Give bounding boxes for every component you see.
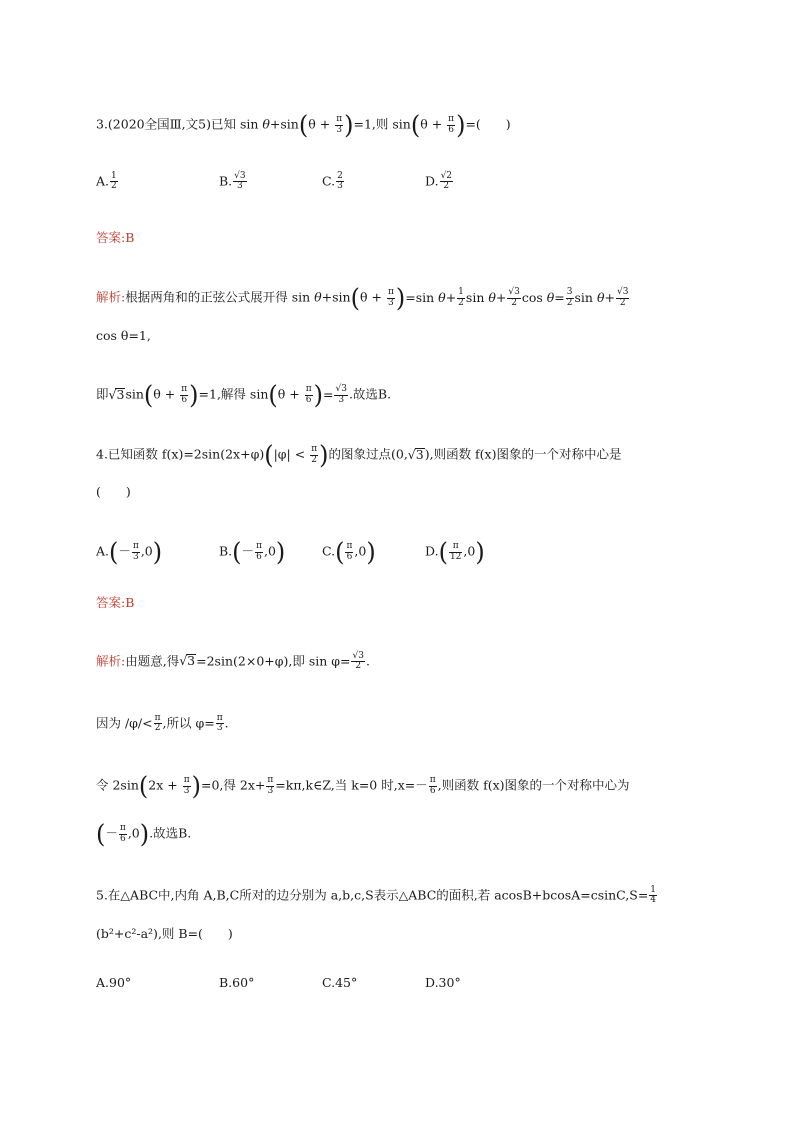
q3-option-c [322,172,345,192]
sqrt3: √3 [407,446,424,462]
q3-theta-plus-2: θ + [420,116,447,132]
frac-den: 6 [256,551,262,562]
stem-end: ),则函数 f(x)图象的一个对称中心是 [424,446,622,462]
option-sign: － [118,543,131,559]
q5-stem-pre: 5.在△ABC中,内角 A,B,C所对的边分别为 a,b,c,S表示△ABC的面积,若 acosB+bcosA=csinC,S= [96,887,649,903]
frac-pi6: $\frac{\pi}{6}$ [119,823,126,844]
sqrt3: √3 [108,386,125,402]
paren-right: ) [395,283,406,313]
option-label: D. [425,173,439,189]
analysis-text: 由题意,得 [125,653,180,669]
frac-den: 2 [111,181,117,192]
frac-pi3-2: $\frac{\pi}{3}$ [267,775,274,796]
sqrt3: √3 [179,653,196,669]
paren-right: ) [275,537,286,567]
q3-analysis [96,283,630,313]
line3-a: 2x + [148,777,182,793]
option-frac [336,172,344,192]
frac-den: 3 [237,181,243,192]
q5-option-a: A.90° [96,975,132,990]
paren-left: ( [298,110,309,140]
result-frac: = $\frac{√3}{3}$ [323,384,347,405]
frac-num: π [449,542,462,552]
frac-num: π [256,541,262,552]
option-frac [255,542,263,562]
q4-stem-text: 4.已知函数 f(x)=2sin(2x+φ) [96,446,265,462]
paren-left: ( [232,537,242,567]
q5-stem [96,886,658,906]
option-frac [110,172,118,192]
option-label: B. [219,173,233,189]
frac-num: 1 [111,171,117,181]
q3-theta-plus: θ + [308,116,335,132]
paren-right: ) [456,110,466,140]
paren-left: ( [410,110,421,140]
paren-right: ) [366,537,376,567]
q5-option-b: B.60° [219,975,255,990]
theta-plus-2: θ + [277,386,304,402]
paren-left: ( [96,819,106,849]
frac-den: 6 [305,394,312,405]
paren-left: ( [438,537,448,567]
paren-left: ( [335,537,345,567]
paren-right: ) [152,537,163,567]
option-label: C. [322,173,336,189]
option-sign: － [241,543,255,559]
line3-b: =0,得 2x+ [201,777,266,793]
q4-option-a: A.(－ $\frac{\pi}{3}$ ,0) [96,537,163,567]
analysis-label: 解析: [96,653,126,669]
q3-option-b [219,172,248,192]
frac-num: π [181,384,188,395]
q4-stem [96,440,622,470]
q4-analysis-line2: 因为 /φ/< $\frac{\pi}{2}$ ,所以 φ= $\frac{\pi}{3}$ . [96,713,229,734]
paren-right: ) [344,110,354,140]
frac-num: 2 [337,171,343,181]
frac-pi6: $\frac{\pi}{6}$ [429,775,436,796]
q3-theta: θ [262,116,270,132]
frac-den: 6 [181,394,188,405]
q4-analysis: 解析:由题意,得√3=2sin(2×0+φ),即 sin φ= $\frac{√3}{2}$ . [96,651,370,672]
frac-num: π [336,114,343,125]
stem-post: 的图象过点(0, [328,446,408,462]
line2-pre: 因为 /φ/< [96,715,153,731]
frac-den: 2 [443,181,450,192]
frac-den: 3 [388,297,394,308]
theta-plus: θ + [359,289,386,305]
theta: θ [314,289,322,305]
paren-left: ( [143,380,154,410]
q3-frac-pi6 [447,115,455,135]
option-label: A. [96,543,110,559]
paren-left: ( [264,440,274,470]
abs-phi: |φ| < [273,446,310,462]
analysis-label: 解析: [96,289,126,305]
line3-mid: sin [125,386,144,402]
frac-num: π [132,541,139,552]
q4-answer: 答案:B [96,595,135,610]
frac-den: 12 [449,551,462,562]
q3-stem-prefix: 3.(2020全国Ⅲ,文5)已知 sin [96,116,263,132]
q5-stem-line2: (b²+c²-a²),则 B=( ) [96,926,233,941]
paren-right: ) [475,537,485,567]
paren-left: ( [109,537,119,567]
option-frac [233,172,246,192]
q3-answer-paren: =( ) [465,116,511,132]
plus-sin: +sin [321,289,351,305]
option-label: D. [425,543,439,559]
frac-den: 3 [133,551,139,562]
line3-end: .故选B. [348,386,392,402]
q3-answer: 答案:B [96,230,135,245]
paren-left: ( [268,380,278,410]
frac-pi2: $\frac{\pi}{2}$ [311,444,318,465]
q3-eq1: =1,则 sin [353,116,411,132]
frac-pi3 [387,288,395,308]
frac-pi2: $\frac{\pi}{2}$ [154,713,161,734]
analysis-text: 根据两角和的正弦公式展开得 sin [125,289,315,305]
q4-analysis-line4: (－ $\frac{\pi}{6}$ ,0).故选B. [96,819,192,849]
line3-post: =1,解得 sin [198,386,269,402]
line3-pre: 令 2sin [96,777,139,793]
paren-right: ) [139,819,150,849]
paren-left: ( [350,283,360,313]
frac-num: π [305,384,312,395]
line2-post: ,所以 φ= [162,715,215,731]
paren-left: ( [138,771,149,801]
frac-sqrt3-2: $\frac{√3}{2}$ [352,651,364,672]
q5-option-d: D.30° [425,975,461,990]
frac-1-4: $\frac{1}{4}$ [650,885,657,906]
analysis-mid: =2sin(2×0+φ),即 sin φ= [196,653,351,669]
option-frac [440,172,453,192]
frac-num: √3 [234,171,246,181]
frac-den: 6 [346,551,353,562]
q3-stem [96,110,511,140]
line3-c: =kπ,k∈Z,当 k=0 时,x= [275,777,416,793]
option-label: A. [96,173,110,189]
option-frac [132,542,140,562]
q5-option-c: C.45° [322,975,358,990]
q4-option-c: C.( $\frac{\pi}{6}$ ,0) [322,537,376,567]
q3-option-d [425,172,454,192]
q3-option-a [96,172,119,192]
q3-analysis-line3 [96,380,392,410]
q4-option-d: D.( $\frac{\pi}{12}$ ,0) [425,537,485,567]
expanded-terms: =sin θ+ $\frac{1}{2}$ sin θ+ $\frac{√3}{2}$ cos θ= $\frac{3}{2}$ sin θ+ $\frac{√3}{2}$ [405,287,629,308]
frac-pi6 [180,385,188,405]
frac-den: 6 [448,124,454,135]
frac-num: π [448,114,455,125]
frac-den: 3 [337,181,343,192]
line4-end: .故选B. [149,825,192,841]
theta-plus: θ + [153,386,180,402]
frac-den: 3 [336,124,343,135]
option-label: C. [322,543,336,559]
frac-pi6-2 [305,385,313,405]
q3-plus-sin: +sin [269,116,299,132]
q4-answer-paren: ( ) [96,484,131,499]
line3-d: ,则函数 f(x)图象的一个对称中心为 [437,777,630,793]
paren-right: ) [189,380,199,410]
frac-num: π [387,287,394,298]
paren-right: ) [319,440,329,470]
option-frac [449,542,462,562]
frac-num: π [346,541,353,552]
frac-pi3: $\frac{\pi}{3}$ [216,713,223,734]
paren-right: ) [191,771,201,801]
q3-frac-pi3 [335,115,343,135]
paren-right: ) [313,380,323,410]
frac-pi3: $\frac{\pi}{3}$ [183,775,190,796]
line3-pre: 即 [96,386,109,402]
q3-analysis-line2: cos θ=1, [96,328,151,343]
option-frac [345,542,353,562]
q4-analysis-line3: 令 2sin(2x + $\frac{\pi}{3}$ )=0,得 2x+ $\frac{\pi}{3}$ =kπ,k∈Z,当 k=0 时,x=－ $\frac{\pi}{6}$ ,则函数 f(x)图象的一个对称中心为 [96,771,630,801]
frac-num: √2 [440,171,453,181]
option-label: B. [219,543,233,559]
q4-option-b: B.(－ $\frac{\pi}{6}$ ,0) [219,537,286,567]
